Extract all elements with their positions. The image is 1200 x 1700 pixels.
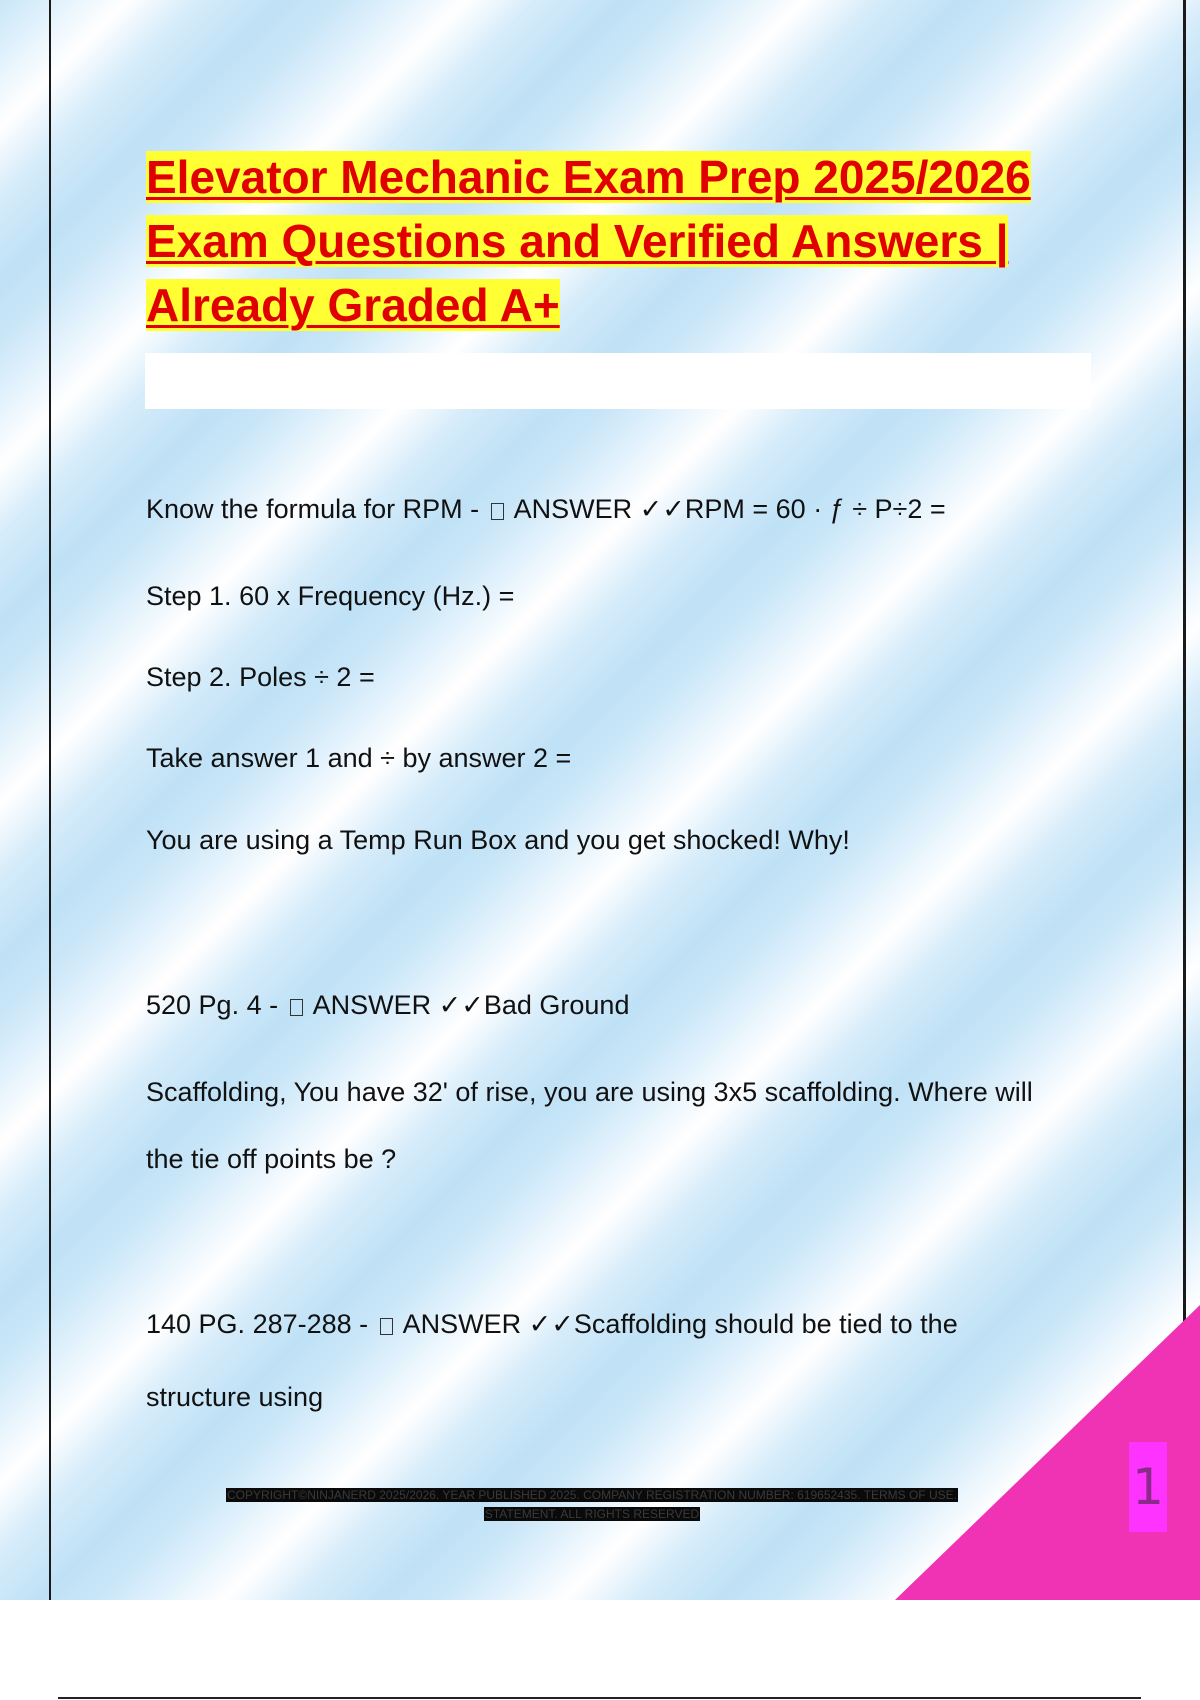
left-border-line	[49, 0, 51, 1600]
answer-text: ANSWER ✓✓Scaffolding should be tied to the	[396, 1309, 958, 1339]
copyright-notice	[172, 1486, 1012, 1524]
answer-scaffolding-line-2: structure using	[146, 1382, 324, 1412]
reference-text: 140 PG. 287-288 -	[146, 1309, 376, 1339]
question-temp-run-box: You are using a Temp Run Box and you get shocked! Why!	[146, 825, 850, 855]
question-scaffolding-line-1: Scaffolding, You have 32' of rise, you are using 3x5 scaffolding. Where will	[146, 1077, 1033, 1107]
answer-scaffolding-line-1	[146, 1309, 1106, 1340]
answer-text: ANSWER ✓✓RPM = 60 · ƒ ÷ P÷2 =	[507, 494, 946, 524]
page-number: 1	[1132, 1458, 1164, 1516]
title-line-2: Exam Questions and Verified Answers |	[146, 215, 1009, 267]
bottom-divider	[58, 1697, 1141, 1699]
missing-glyph-icon	[491, 503, 504, 520]
step-1-text: Step 1. 60 x Frequency (Hz.) =	[146, 581, 515, 611]
copyright-line-1: COPYRIGHT©NINJANERD 2025/2026. YEAR PUBLISHED 2025. COMPANY REGISTRATION NUMBER: 619652435. TERMS OF USE.	[227, 1488, 957, 1502]
missing-glyph-icon	[290, 999, 303, 1016]
title-line-3: Already Graded A+	[146, 279, 560, 331]
step-2-text: Step 2. Poles ÷ 2 =	[146, 662, 375, 692]
copyright-line-2: STATEMENT. ALL RIGHTS RESERVED	[484, 1507, 700, 1521]
missing-glyph-icon	[380, 1318, 393, 1335]
title-line-1: Elevator Mechanic Exam Prep 2025/2026	[146, 151, 1031, 203]
reference-text: 520 Pg. 4 -	[146, 990, 286, 1020]
blank-banner	[145, 353, 1091, 409]
answer-text: ANSWER ✓✓Bad Ground	[306, 990, 630, 1020]
question-rpm-formula	[146, 494, 1106, 525]
question-scaffolding-line-2: the tie off points be ?	[146, 1144, 397, 1174]
document-title	[146, 145, 1106, 337]
step-3-text: Take answer 1 and ÷ by answer 2 =	[146, 743, 572, 773]
question-text: Know the formula for RPM -	[146, 494, 487, 524]
answer-bad-ground	[146, 990, 1106, 1021]
